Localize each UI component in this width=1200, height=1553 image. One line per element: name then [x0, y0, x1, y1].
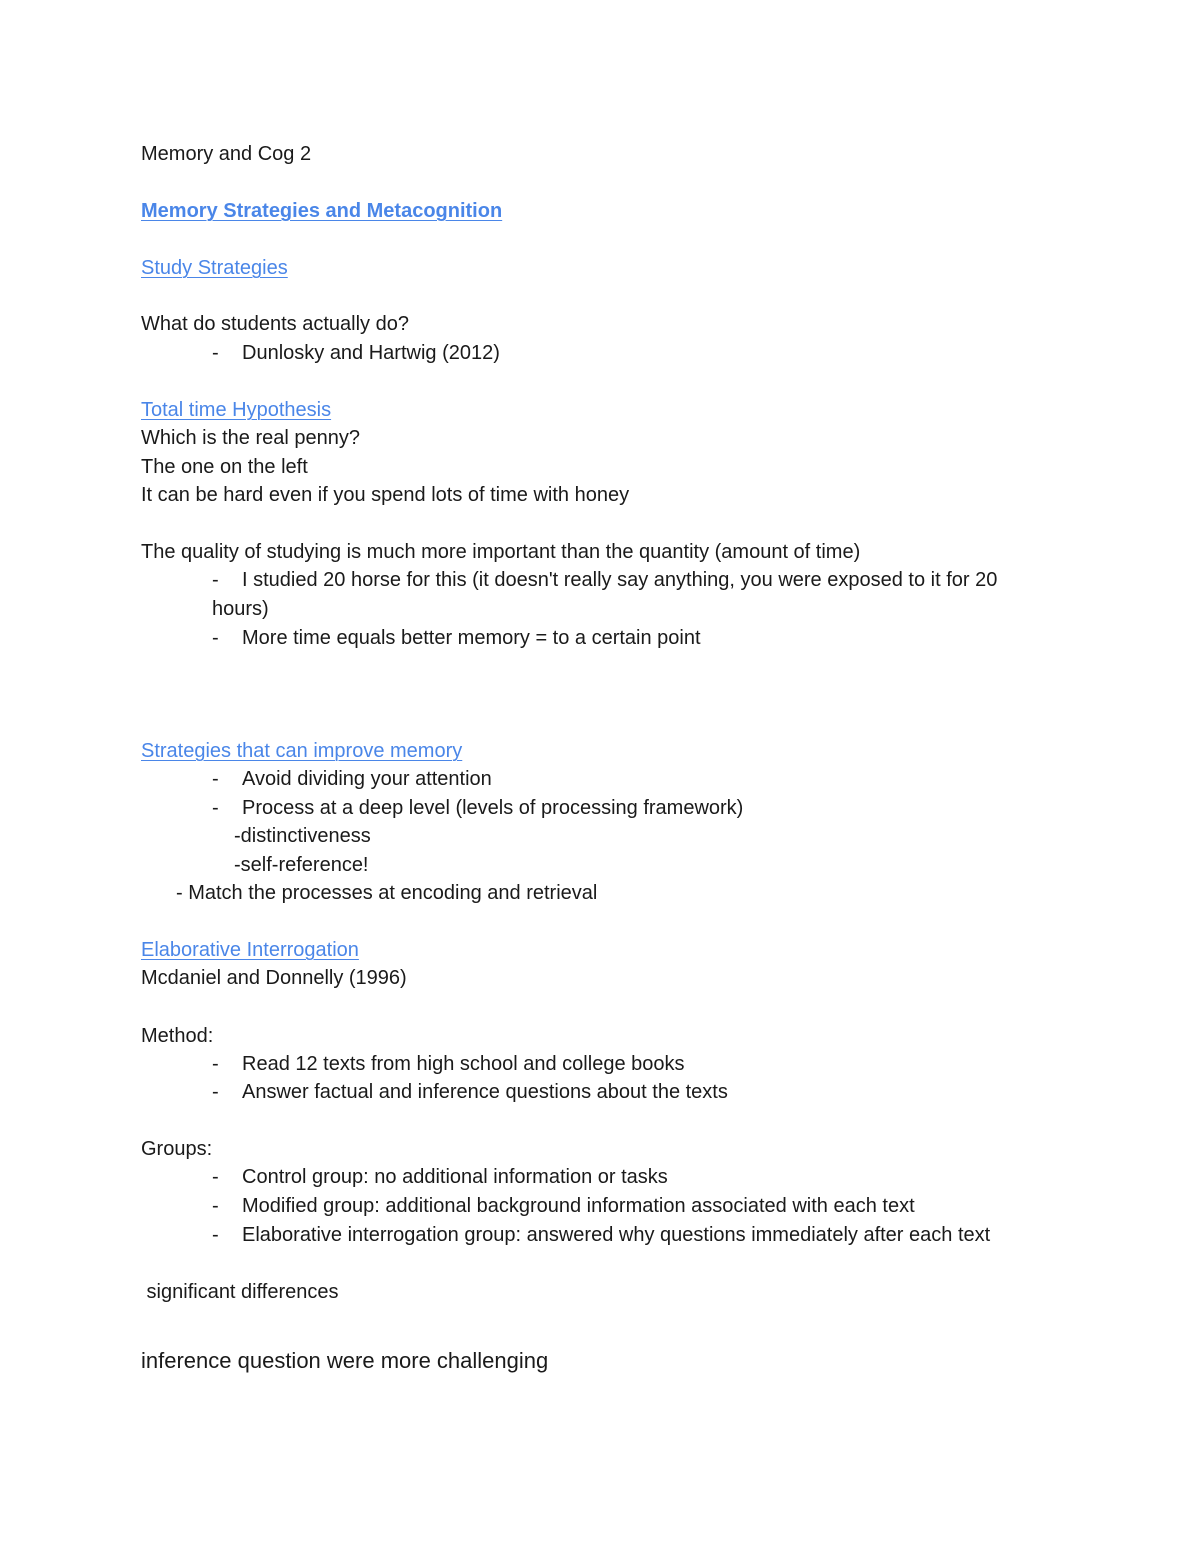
- bullet-dash: -: [212, 768, 219, 790]
- text-line: It can be hard even if you spend lots of time with honey: [141, 484, 630, 506]
- bullet-dash: -: [212, 1081, 219, 1103]
- sub-item: -distinctiveness: [234, 825, 371, 847]
- empty-link-line[interactable]: [141, 284, 149, 304]
- bullet-item: Read 12 texts from high school and college books: [242, 1053, 685, 1075]
- bullet-dash: -: [212, 569, 219, 591]
- sub-item: -self-reference!: [234, 854, 369, 876]
- bullet-dash: -: [212, 797, 219, 819]
- question-text: What do students actually do?: [141, 313, 409, 335]
- text-line: Which is the real penny?: [141, 427, 361, 449]
- bullet-dash: -: [212, 342, 219, 364]
- bullet-dash: -: [212, 1166, 219, 1188]
- bullet-dash: -: [212, 627, 219, 649]
- empty-link-line[interactable]: [141, 227, 149, 247]
- bullet-item: More time equals better memory = to a certain point: [242, 627, 701, 649]
- text-line: - Match the processes at encoding and retrieval: [176, 882, 598, 904]
- label-groups: Groups:: [141, 1138, 213, 1160]
- text-line: significant differences: [141, 1281, 339, 1303]
- bullet-item: Control group: no additional information or tasks: [242, 1166, 668, 1188]
- text-line: inference question were more challenging: [141, 1348, 549, 1373]
- heading-link[interactable]: Memory Strategies and Metacognition: [141, 200, 503, 222]
- strategies-link[interactable]: Strategies that can improve memory: [141, 740, 463, 762]
- text-line: The quality of studying is much more important than the quantity (amount of time): [141, 541, 861, 563]
- bullet-item: Modified group: additional background information associated with each text: [242, 1195, 915, 1217]
- bullet-item: Elaborative interrogation group: answered why questions immediately after each text: [242, 1224, 991, 1246]
- bullet-dash: -: [212, 1195, 219, 1217]
- elaborative-link[interactable]: Elaborative Interrogation: [141, 939, 359, 961]
- bullet-dash: -: [212, 1053, 219, 1075]
- bullet-item: Answer factual and inference questions about the texts: [242, 1081, 728, 1103]
- text-line: Mcdaniel and Donnelly (1996): [141, 967, 407, 989]
- label-method: Method:: [141, 1025, 214, 1047]
- bullet-item: Dunlosky and Hartwig (2012): [242, 342, 500, 364]
- bullet-item: Avoid dividing your attention: [242, 768, 492, 790]
- bullet-dash: -: [212, 1224, 219, 1246]
- doc-title: Memory and Cog 2: [141, 143, 312, 165]
- text-line: The one on the left: [141, 456, 308, 478]
- bullet-item-continuation: hours): [212, 598, 269, 620]
- study-strategies-link[interactable]: Study Strategies: [141, 257, 288, 279]
- bullet-item: I studied 20 horse for this (it doesn't really say anything, you were exposed to it for 20: [242, 569, 998, 591]
- bullet-item: Process at a deep level (levels of processing framework): [242, 797, 744, 819]
- total-time-link[interactable]: Total time Hypothesis: [141, 399, 332, 421]
